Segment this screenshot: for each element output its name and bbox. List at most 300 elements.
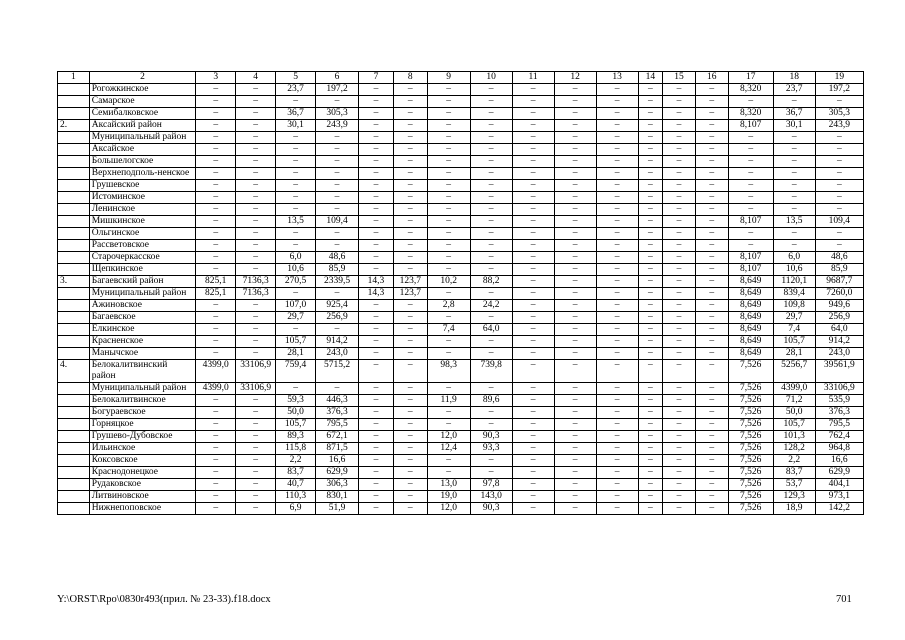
table-cell: 6,0 xyxy=(773,252,815,264)
table-cell: – xyxy=(359,419,394,431)
table-cell: – xyxy=(512,383,554,395)
table-cell: – xyxy=(596,312,638,324)
table-cell: 949,6 xyxy=(815,300,863,312)
table-cell: – xyxy=(196,252,236,264)
table-cell: – xyxy=(427,180,470,192)
table-cell: – xyxy=(638,395,663,407)
table-cell: – xyxy=(512,276,554,288)
table-cell: – xyxy=(236,96,276,108)
table-cell: – xyxy=(638,168,663,180)
row-name: Ольгинское xyxy=(89,228,196,240)
table-cell: – xyxy=(276,240,316,252)
table-cell: – xyxy=(638,240,663,252)
table-cell: – xyxy=(512,324,554,336)
table-cell: – xyxy=(554,431,596,443)
table-cell: 7,526 xyxy=(728,395,773,407)
table-cell: 7,526 xyxy=(728,383,773,395)
table-cell: – xyxy=(393,336,427,348)
table-cell: – xyxy=(695,395,728,407)
table-cell: – xyxy=(427,264,470,276)
table-cell: 97,8 xyxy=(470,479,512,491)
table-cell: 404,1 xyxy=(815,479,863,491)
row-index xyxy=(58,491,90,503)
row-name: Горняцкое xyxy=(89,419,196,431)
table-cell: 830,1 xyxy=(316,491,359,503)
table-cell: – xyxy=(663,419,696,431)
table-cell: – xyxy=(638,443,663,455)
table-cell: – xyxy=(638,300,663,312)
table-cell: 29,7 xyxy=(773,312,815,324)
table-cell: 123,7 xyxy=(393,276,427,288)
table-row xyxy=(58,503,864,515)
table-cell: – xyxy=(196,455,236,467)
table-cell: 8,320 xyxy=(728,108,773,120)
table-cell: 4399,0 xyxy=(773,383,815,395)
table-cell: – xyxy=(393,84,427,96)
table-cell: – xyxy=(663,431,696,443)
table-cell: 109,4 xyxy=(815,216,863,228)
table-row xyxy=(58,108,864,120)
table-cell: 90,3 xyxy=(470,503,512,515)
table-cell: – xyxy=(359,407,394,419)
table-cell: – xyxy=(236,192,276,204)
table-cell: 4399,0 xyxy=(196,360,236,383)
table-cell: – xyxy=(663,336,696,348)
table-cell: – xyxy=(236,132,276,144)
table-cell: – xyxy=(512,455,554,467)
column-number: 2 xyxy=(89,72,196,84)
table-cell: 93,3 xyxy=(470,443,512,455)
table-cell: 16,6 xyxy=(815,455,863,467)
table-cell: – xyxy=(663,228,696,240)
table-cell: – xyxy=(663,300,696,312)
table-cell: 7,4 xyxy=(427,324,470,336)
table-cell: 4399,0 xyxy=(196,383,236,395)
table-cell: – xyxy=(695,443,728,455)
table-cell: 36,7 xyxy=(276,108,316,120)
row-index xyxy=(58,204,90,216)
row-name: Елкинское xyxy=(89,324,196,336)
table-cell: – xyxy=(427,156,470,168)
table-cell: – xyxy=(596,120,638,132)
table-cell: – xyxy=(695,348,728,360)
table-cell: – xyxy=(695,120,728,132)
table-cell: 7,526 xyxy=(728,443,773,455)
table-cell: 7,526 xyxy=(728,407,773,419)
table-cell: – xyxy=(359,431,394,443)
table-cell: 143,0 xyxy=(470,491,512,503)
table-cell: – xyxy=(638,276,663,288)
table-cell: – xyxy=(512,300,554,312)
table-cell: 30,1 xyxy=(276,120,316,132)
table-cell: – xyxy=(393,240,427,252)
row-index xyxy=(58,132,90,144)
table-cell: 59,3 xyxy=(276,395,316,407)
table-cell: – xyxy=(663,180,696,192)
table-cell: – xyxy=(663,216,696,228)
table-cell: – xyxy=(427,419,470,431)
row-name: Красненское xyxy=(89,336,196,348)
table-cell: – xyxy=(393,455,427,467)
table-cell: – xyxy=(728,192,773,204)
table-cell: 871,5 xyxy=(316,443,359,455)
row-name: Муниципальный район xyxy=(89,288,196,300)
table-cell: – xyxy=(427,252,470,264)
table-cell: – xyxy=(554,407,596,419)
table-cell: 825,1 xyxy=(196,276,236,288)
table-cell: – xyxy=(638,383,663,395)
table-row xyxy=(58,168,864,180)
table-cell: – xyxy=(393,431,427,443)
table-cell: – xyxy=(695,216,728,228)
row-index xyxy=(58,144,90,156)
table-cell: – xyxy=(638,479,663,491)
table-row xyxy=(58,419,864,431)
table-cell: – xyxy=(393,503,427,515)
table-cell: – xyxy=(695,108,728,120)
row-name: Семибалковское xyxy=(89,108,196,120)
table-cell: 110,3 xyxy=(276,491,316,503)
table-cell: – xyxy=(663,192,696,204)
table-cell: 2,8 xyxy=(427,300,470,312)
row-index xyxy=(58,348,90,360)
table-cell: 7,4 xyxy=(773,324,815,336)
table-cell: – xyxy=(554,348,596,360)
table-cell: 24,2 xyxy=(470,300,512,312)
table-cell: – xyxy=(554,132,596,144)
table-cell: – xyxy=(236,431,276,443)
table-cell: – xyxy=(512,407,554,419)
table-cell: – xyxy=(276,156,316,168)
table-cell: – xyxy=(695,407,728,419)
table-cell: – xyxy=(512,443,554,455)
table-cell: – xyxy=(196,204,236,216)
table-cell: 446,3 xyxy=(316,395,359,407)
table-cell: – xyxy=(393,300,427,312)
table-cell: – xyxy=(512,336,554,348)
table-cell: – xyxy=(695,419,728,431)
table-cell: – xyxy=(596,168,638,180)
table-cell: – xyxy=(554,144,596,156)
table-cell: – xyxy=(470,108,512,120)
table-cell: – xyxy=(316,240,359,252)
table-cell: – xyxy=(638,204,663,216)
table-cell: 7,526 xyxy=(728,467,773,479)
table-cell: – xyxy=(470,180,512,192)
table-cell: 2,2 xyxy=(276,455,316,467)
table-cell: – xyxy=(359,132,394,144)
row-index xyxy=(58,467,90,479)
table-cell: – xyxy=(427,336,470,348)
table-cell: – xyxy=(596,395,638,407)
table-cell: – xyxy=(393,192,427,204)
table-cell: – xyxy=(695,180,728,192)
table-cell: – xyxy=(638,132,663,144)
table-cell: – xyxy=(470,252,512,264)
table-cell: – xyxy=(554,264,596,276)
table-cell: 12,4 xyxy=(427,443,470,455)
row-name: Рассветовское xyxy=(89,240,196,252)
table-cell: – xyxy=(663,503,696,515)
table-cell: – xyxy=(512,348,554,360)
table-cell: 9687,7 xyxy=(815,276,863,288)
table-row xyxy=(58,96,864,108)
table-cell: – xyxy=(427,228,470,240)
table-cell: 98,3 xyxy=(427,360,470,383)
table-cell: – xyxy=(393,264,427,276)
row-name: Белокалитвинское xyxy=(89,395,196,407)
row-name: Рогожкинское xyxy=(89,84,196,96)
table-cell: – xyxy=(663,324,696,336)
table-cell: 6,9 xyxy=(276,503,316,515)
table-cell: 10,6 xyxy=(276,264,316,276)
table-cell: 28,1 xyxy=(773,348,815,360)
table-cell: 142,2 xyxy=(815,503,863,515)
table-cell: – xyxy=(470,383,512,395)
column-number: 1 xyxy=(58,72,90,84)
table-cell: – xyxy=(695,132,728,144)
table-cell: – xyxy=(359,395,394,407)
table-cell: 2339,5 xyxy=(316,276,359,288)
table-cell: – xyxy=(596,443,638,455)
table-cell: – xyxy=(773,132,815,144)
table-cell: – xyxy=(638,228,663,240)
table-cell: – xyxy=(512,312,554,324)
table-cell: – xyxy=(596,503,638,515)
table-cell: – xyxy=(196,324,236,336)
table-cell: – xyxy=(393,395,427,407)
table-cell: – xyxy=(359,120,394,132)
table-cell: – xyxy=(359,503,394,515)
table-row xyxy=(58,360,864,383)
table-cell: 305,3 xyxy=(815,108,863,120)
table-cell: – xyxy=(638,431,663,443)
table-cell: – xyxy=(663,312,696,324)
table-cell: 7136,3 xyxy=(236,276,276,288)
table-cell: 795,5 xyxy=(316,419,359,431)
table-cell: – xyxy=(470,467,512,479)
table-cell: 101,3 xyxy=(773,431,815,443)
row-index xyxy=(58,431,90,443)
table-cell: – xyxy=(638,192,663,204)
row-index xyxy=(58,168,90,180)
table-cell: – xyxy=(663,96,696,108)
table-cell: – xyxy=(236,300,276,312)
row-name: Муниципальный район xyxy=(89,132,196,144)
table-cell: 105,7 xyxy=(276,419,316,431)
table-cell: – xyxy=(196,479,236,491)
table-cell: – xyxy=(359,168,394,180)
column-number: 15 xyxy=(663,72,696,84)
table-cell: 7,526 xyxy=(728,455,773,467)
table-cell: – xyxy=(596,348,638,360)
table-cell: – xyxy=(596,264,638,276)
table-cell: – xyxy=(393,228,427,240)
table-cell: – xyxy=(728,228,773,240)
table-cell: – xyxy=(236,240,276,252)
table-cell: – xyxy=(236,491,276,503)
table-cell: – xyxy=(596,407,638,419)
table-cell: – xyxy=(554,336,596,348)
table-cell: 825,1 xyxy=(196,288,236,300)
table-cell: – xyxy=(512,168,554,180)
table-cell: – xyxy=(695,324,728,336)
row-index xyxy=(58,324,90,336)
table-cell: – xyxy=(236,180,276,192)
table-cell: 11,9 xyxy=(427,395,470,407)
table-cell: – xyxy=(196,168,236,180)
table-cell: 36,7 xyxy=(773,108,815,120)
table-cell: – xyxy=(427,348,470,360)
table-cell: – xyxy=(596,324,638,336)
table-cell: – xyxy=(276,383,316,395)
table-cell: 105,7 xyxy=(773,336,815,348)
table-cell: 739,8 xyxy=(470,360,512,383)
table-cell: 105,7 xyxy=(276,336,316,348)
table-cell: – xyxy=(638,96,663,108)
row-index xyxy=(58,264,90,276)
table-cell: – xyxy=(663,288,696,300)
table-row xyxy=(58,324,864,336)
table-cell: 1120,1 xyxy=(773,276,815,288)
table-cell: – xyxy=(663,407,696,419)
table-cell: – xyxy=(638,324,663,336)
table-cell: – xyxy=(393,467,427,479)
table-row xyxy=(58,192,864,204)
table-row xyxy=(58,120,864,132)
table-cell: 19,0 xyxy=(427,491,470,503)
table-cell: 914,2 xyxy=(316,336,359,348)
table-cell: – xyxy=(512,264,554,276)
table-cell: 243,0 xyxy=(815,348,863,360)
table-cell: – xyxy=(596,144,638,156)
table-cell: – xyxy=(728,144,773,156)
table-cell: 40,7 xyxy=(276,479,316,491)
table-cell: – xyxy=(663,455,696,467)
table-cell: – xyxy=(393,491,427,503)
row-index xyxy=(58,156,90,168)
table-row xyxy=(58,156,864,168)
table-cell: – xyxy=(470,348,512,360)
table-cell: 7136,3 xyxy=(236,288,276,300)
table-cell: 105,7 xyxy=(773,419,815,431)
table-cell: – xyxy=(663,276,696,288)
table-cell: – xyxy=(695,240,728,252)
table-cell: – xyxy=(695,431,728,443)
table-cell: – xyxy=(359,96,394,108)
table-cell: 48,6 xyxy=(316,252,359,264)
table-cell: – xyxy=(196,348,236,360)
table-cell: – xyxy=(512,216,554,228)
table-cell: 7,526 xyxy=(728,479,773,491)
row-index xyxy=(58,84,90,96)
table-cell: 8,649 xyxy=(728,348,773,360)
row-index xyxy=(58,192,90,204)
table-cell: – xyxy=(815,204,863,216)
row-name: Краснодонецкое xyxy=(89,467,196,479)
table-cell: – xyxy=(512,491,554,503)
table-cell: – xyxy=(695,300,728,312)
table-cell: – xyxy=(236,84,276,96)
table-cell: – xyxy=(638,491,663,503)
row-index xyxy=(58,383,90,395)
table-cell: – xyxy=(359,84,394,96)
table-cell: – xyxy=(728,240,773,252)
table-cell: – xyxy=(427,84,470,96)
table-body xyxy=(58,84,864,515)
row-name: Муниципальный район xyxy=(89,383,196,395)
table-row xyxy=(58,395,864,407)
table-cell: – xyxy=(316,96,359,108)
table-cell: – xyxy=(276,96,316,108)
column-number: 7 xyxy=(359,72,394,84)
row-name: Истоминское xyxy=(89,192,196,204)
table-cell: – xyxy=(470,288,512,300)
table-cell: – xyxy=(393,96,427,108)
table-cell: – xyxy=(663,467,696,479)
table-cell: 85,9 xyxy=(316,264,359,276)
table-cell: – xyxy=(663,395,696,407)
table-cell: – xyxy=(359,192,394,204)
table-cell: – xyxy=(276,204,316,216)
table-cell: 83,7 xyxy=(276,467,316,479)
table-cell: 762,4 xyxy=(815,431,863,443)
table-cell: – xyxy=(512,180,554,192)
table-row xyxy=(58,84,864,96)
row-name: Нижнепоповское xyxy=(89,503,196,515)
row-index xyxy=(58,228,90,240)
table-cell: – xyxy=(638,419,663,431)
table-cell: – xyxy=(196,120,236,132)
table-cell: – xyxy=(663,204,696,216)
row-name: Коксовское xyxy=(89,455,196,467)
table-cell: – xyxy=(512,108,554,120)
table-cell: – xyxy=(196,491,236,503)
table-cell: – xyxy=(196,312,236,324)
row-name: Старочеркасское xyxy=(89,252,196,264)
table-cell: 109,4 xyxy=(316,216,359,228)
table-cell: 107,0 xyxy=(276,300,316,312)
table-cell: 306,3 xyxy=(316,479,359,491)
table-cell: – xyxy=(236,407,276,419)
column-number: 8 xyxy=(393,72,427,84)
column-number: 10 xyxy=(470,72,512,84)
column-number: 11 xyxy=(512,72,554,84)
table-cell: 14,3 xyxy=(359,276,394,288)
table-cell: – xyxy=(359,491,394,503)
row-name: Ажиновское xyxy=(89,300,196,312)
table-cell: – xyxy=(196,264,236,276)
table-cell: – xyxy=(695,96,728,108)
row-index: 4. xyxy=(58,360,90,383)
table-cell: 759,4 xyxy=(276,360,316,383)
table-cell: – xyxy=(359,479,394,491)
table-cell: – xyxy=(695,336,728,348)
table-cell: – xyxy=(316,204,359,216)
row-index xyxy=(58,240,90,252)
row-index xyxy=(58,252,90,264)
table-cell: – xyxy=(196,300,236,312)
column-number: 4 xyxy=(236,72,276,84)
table-cell: – xyxy=(815,228,863,240)
table-row xyxy=(58,132,864,144)
table-cell: 85,9 xyxy=(815,264,863,276)
table-cell: – xyxy=(196,443,236,455)
table-cell: – xyxy=(196,144,236,156)
table-cell: – xyxy=(393,204,427,216)
table-cell: – xyxy=(236,348,276,360)
row-index xyxy=(58,336,90,348)
